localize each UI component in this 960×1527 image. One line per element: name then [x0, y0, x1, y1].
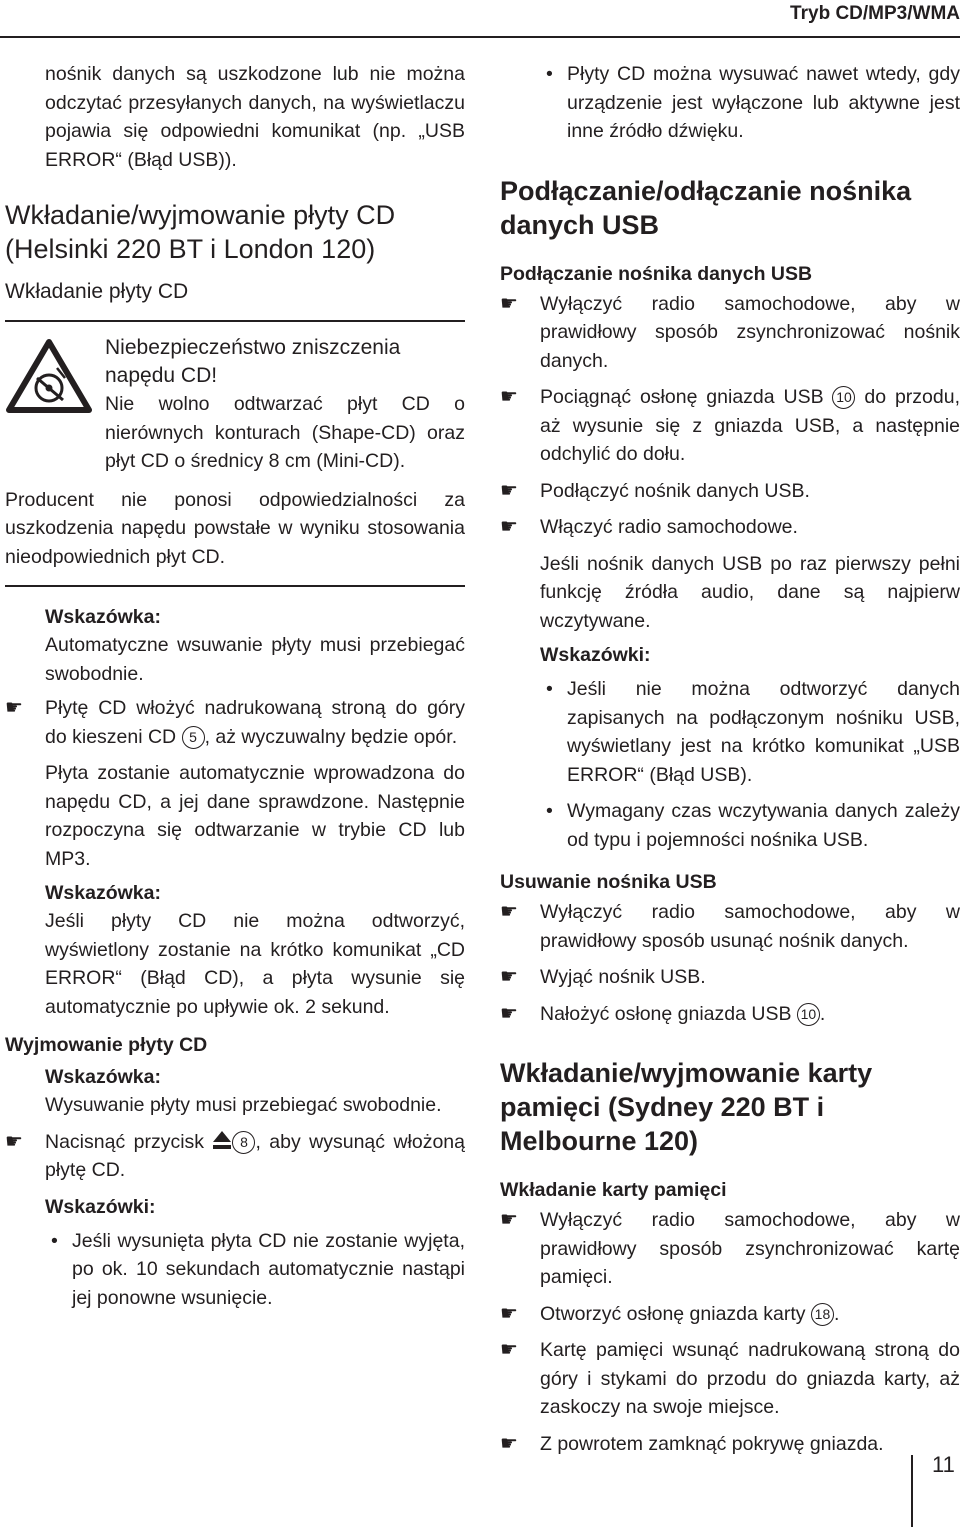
step-card-1: [500, 1206, 960, 1292]
running-header: Tryb CD/MP3/WMA: [790, 3, 960, 24]
pointing-hand-icon: ☛: [500, 1432, 518, 1455]
step-text-2: .: [833, 1302, 840, 1325]
step-text: Wyłączyć radio samochodowe, aby w prawidłowy sposób zsynchronizować kartę pamięci.: [540, 1209, 960, 1288]
subheading-card-insert: Wkładanie karty pamięci: [500, 1179, 727, 1201]
step-usb-4: [500, 513, 960, 542]
step-text: Włączyć radio samochodowe.: [540, 516, 798, 538]
bullet-dot: •: [546, 800, 553, 822]
note-text-1: Automatyczne wsuwanie płyty musi przebiegać swobodnie.: [45, 634, 465, 685]
step-text: Kartę pamięci wsunąć nadrukowaną stroną do góry i stykami do przodu do gniazda karty, aż zaskoczy na swoje miejsce.: [540, 1339, 960, 1418]
warning-bottom-rule: [5, 585, 465, 587]
warning-box: [5, 334, 465, 571]
step-usb-2: [500, 383, 960, 469]
step-text-2: do przodu, aż wysunie się z gniazda USB, a następnie odchylić do dołu.: [540, 386, 960, 465]
pointing-hand-icon: ☛: [500, 1302, 518, 1325]
step-insert-cd-text: Płytę CD włożyć nadrukowaną stroną do góry do kieszeni CD: [45, 697, 465, 748]
step-eject-text: Nacisnąć przycisk: [45, 1130, 205, 1153]
usb-note-bullet-1: [540, 675, 960, 789]
note-label-1: Wskazówka:: [45, 606, 161, 628]
pointing-hand-icon: ☛: [500, 292, 518, 315]
header-rule: [0, 36, 960, 38]
right-column: [500, 60, 960, 1458]
warning-top-rule: [5, 320, 465, 322]
step-eject-cd: [5, 1128, 465, 1185]
intro-paragraph: nośnik danych są uszkodzone lub nie można odczytać przesyłanych danych, na wyświetlaczu pojawia się odpowiedni komunikat (np. „USB ERROR“ (Błąd USB)).: [45, 63, 465, 171]
step-text: Nałożyć osłonę gniazda USB: [540, 1002, 792, 1025]
note-label-2: Wskazówka:: [45, 882, 161, 904]
callout-number: 10: [832, 386, 855, 409]
page-number: 11: [932, 1452, 955, 1477]
usb-note-label: Wskazówki:: [540, 644, 651, 666]
step-usb-3: [500, 477, 960, 506]
step-text-2: .: [819, 1002, 826, 1025]
pointing-hand-icon: ☛: [500, 901, 518, 923]
bullet-text: Płyty CD można wysuwać nawet wtedy, gdy urządzenie jest wyłączone lub aktywne jest inne źródło dźwięku.: [567, 63, 960, 142]
step-text: Wyłączyć radio samochodowe, aby w prawidłowy sposób zsynchronizować nośnik danych.: [540, 292, 960, 372]
section-title-usb: Podłączanie/odłączanie nośnika danych USB: [500, 175, 912, 240]
subheading-insert-cd: Wkładanie płyty CD: [5, 280, 189, 303]
usb-result: Jeśli nośnik danych USB po raz pierwszy pełni funkcję źródła audio, dane są najpierw wczytywane.: [540, 552, 960, 632]
bullet-text: Jeśli nie można odtworzyć danych zapisanych na podłączonym nośniku USB, wyświetlany jest na krótko komunikat „USB ERROR“ (Błąd USB).: [567, 678, 960, 786]
warning-cd-icon: [5, 338, 93, 421]
page-number-rule: [911, 1455, 913, 1527]
step-text: Wyłączyć radio samochodowe, aby w prawidłowy sposób usunąć nośnik danych.: [540, 901, 960, 952]
step-usb-remove-3: [500, 1000, 960, 1029]
pointing-hand-icon: ☛: [500, 1209, 518, 1231]
note-text-3: Wysuwanie płyty musi przebiegać swobodnie.: [45, 1094, 442, 1116]
warning-text-2: Producent nie ponosi odpowiedzialności za uszkodzenia napędu powstałe w wyniku stosowania nieodpowiednich płyt CD.: [5, 488, 465, 568]
step-usb-remove-2: [500, 963, 960, 992]
usb-note-bullet-2: [540, 797, 960, 854]
pointing-hand-icon: ☛: [500, 386, 518, 408]
note-label-3: Wskazówka:: [45, 1066, 161, 1088]
step-usb-1: [500, 290, 960, 376]
callout-number: 5: [182, 726, 205, 749]
step-text: Otworzyć osłonę gniazda karty: [540, 1302, 806, 1325]
callout-number: 8: [232, 1131, 255, 1154]
step-card-3: [500, 1336, 960, 1422]
step-insert-cd: [5, 694, 465, 751]
pointing-hand-icon: ☛: [500, 1002, 518, 1025]
subheading-eject-cd: Wyjmowanie płyty CD: [5, 1034, 208, 1056]
section-title-cd: Wkładanie/wyjmowanie płyty CD (Helsinki 220 BT i London 120): [5, 200, 396, 264]
step-card-2: [500, 1300, 960, 1329]
note-bullet: [45, 1227, 465, 1313]
bullet-dot: •: [51, 1229, 58, 1252]
pointing-hand-icon: ☛: [5, 697, 23, 719]
note-label-4: Wskazówki:: [45, 1195, 156, 1218]
pointing-hand-icon: ☛: [500, 479, 518, 502]
step-text: Z powrotem zamknąć pokrywę gniazda.: [540, 1432, 884, 1455]
warning-text-body: Nie wolno odtwarzać płyt CD o nierównych konturach (Shape-CD) oraz płyt CD o średnicy 8 cm (Mini-CD).: [105, 393, 465, 472]
bullet-cd-eject-off: [540, 60, 960, 146]
bullet-dot: •: [546, 678, 553, 700]
pointing-hand-icon: ☛: [5, 1130, 23, 1153]
bullet-text: Wymagany czas wczytywania danych zależy od typu i pojemności nośnika USB.: [567, 800, 960, 851]
callout-number: 18: [811, 1303, 834, 1326]
subheading-usb-remove: Usuwanie nośnika USB: [500, 871, 717, 893]
warning-title: Niebezpieczeństwo zniszczenia napędu CD!: [105, 336, 401, 387]
result-insert-cd: Płyta zostanie automatycznie wprowadzona do napędu CD, a jej dane sprawdzone. Następnie rozpoczyna się odtwarzanie w trybie CD lub MP3.: [45, 762, 465, 870]
step-text: Wyjąć nośnik USB.: [540, 966, 706, 988]
step-eject-text-2: , aby wysunąć włożoną płytę CD.: [45, 1130, 465, 1181]
note-text-2: Jeśli płyty CD nie można odtworzyć, wyświetlony zostanie na krótko komunikat „CD ERROR“ (Błąd CD), a płyta wysunie się automatycznie po upływie ok. 2 sekund.: [45, 910, 465, 1018]
subheading-usb-connect: Podłączanie nośnika danych USB: [500, 262, 813, 285]
bullet-dot: •: [546, 63, 553, 85]
left-column: [5, 60, 465, 1312]
note-bullet-text: Jeśli wysunięta płyta CD nie zostanie wyjęta, po ok. 10 sekundach automatycznie nastąpi jej ponowne wsunięcie.: [72, 1229, 465, 1309]
step-insert-cd-text-2: , aż wyczuwalny będzie opór.: [204, 725, 458, 748]
eject-icon: [212, 1129, 232, 1151]
pointing-hand-icon: ☛: [500, 966, 518, 988]
step-usb-remove-1: [500, 898, 960, 955]
callout-number: 10: [797, 1003, 820, 1026]
pointing-hand-icon: ☛: [500, 1339, 518, 1361]
step-text: Podłączyć nośnik danych USB.: [540, 479, 810, 502]
section-title-card: Wkładanie/wyjmowanie karty pamięci (Sydney 220 BT i Melbourne 120): [500, 1058, 873, 1156]
pointing-hand-icon: ☛: [500, 516, 518, 538]
step-text: Pociągnąć osłonę gniazda USB: [540, 386, 824, 408]
step-card-4: [500, 1430, 960, 1459]
